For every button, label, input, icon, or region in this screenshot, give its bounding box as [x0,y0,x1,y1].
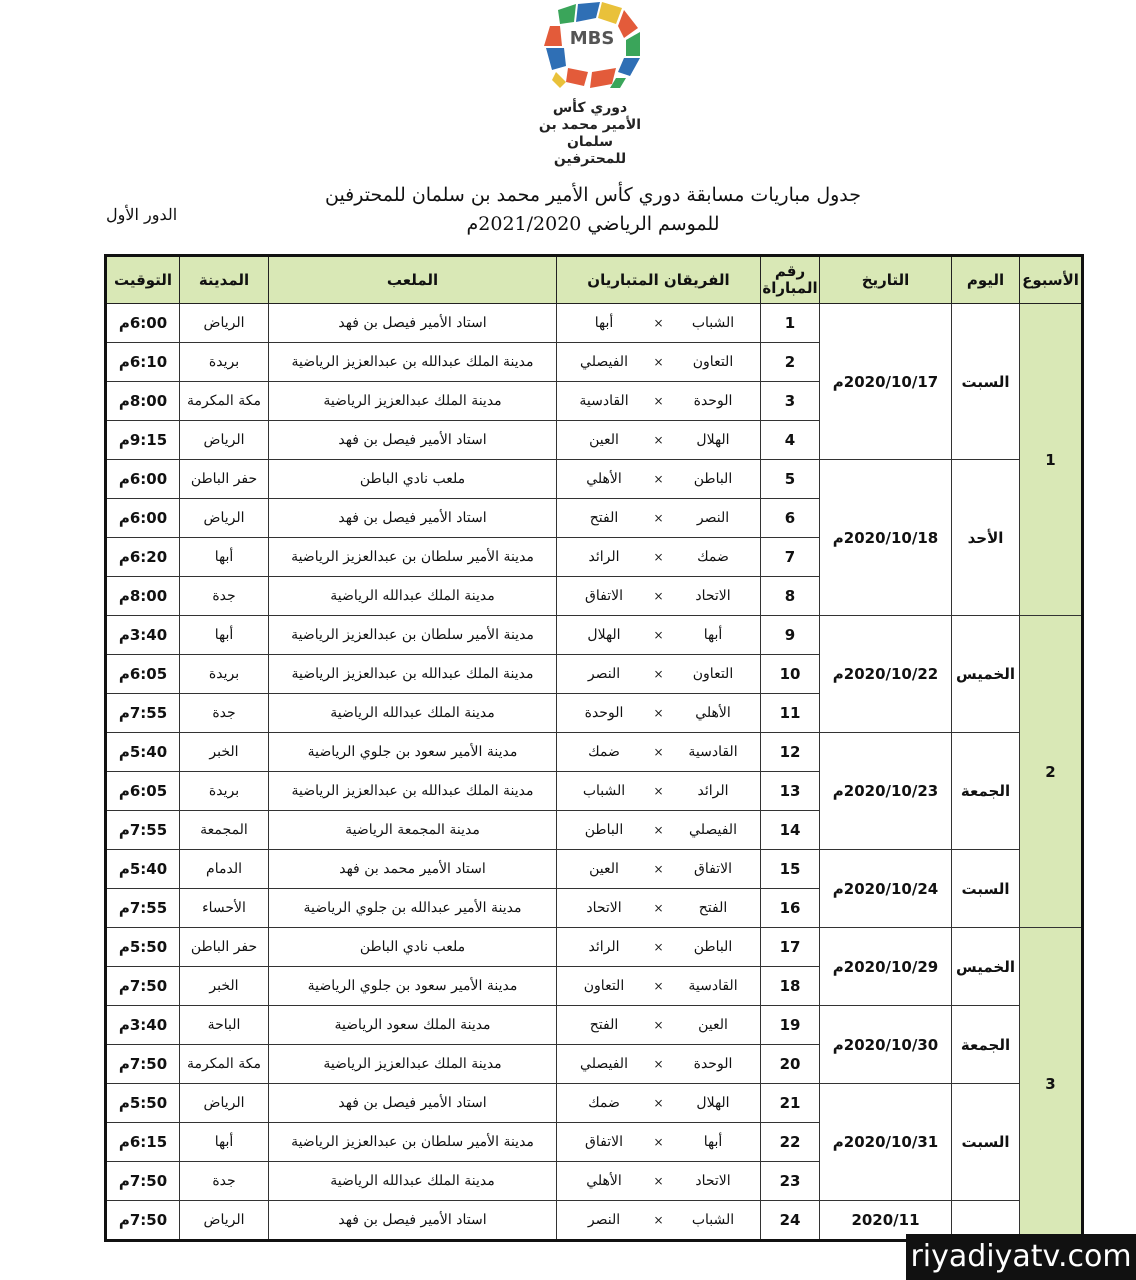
match-number: 4 [761,421,820,460]
match-day: الأحد [952,460,1020,616]
col-teams: الفريقان المتباريان [557,256,761,304]
match-teams [557,655,761,694]
match-stadium: مدينة الملك عبدالله الرياضية [269,577,557,616]
home-team: الاتحاد [695,588,731,604]
versus-mark: × [653,784,664,798]
match-time: 7:55م [106,811,180,850]
home-team: الرائد [697,783,729,799]
match-stadium: مدينة الأمير سلطان بن عبدالعزيز الرياضية [269,538,557,577]
match-number: 23 [761,1162,820,1201]
logo-line-3: للمحترفين [553,151,627,167]
match-teams [557,850,761,889]
versus-mark: × [653,1018,664,1032]
versus-mark: × [653,1135,664,1149]
document-subtitle: للموسم الرياضي 2021/2020م [466,213,720,235]
match-number: 20 [761,1045,820,1084]
versus-mark: × [653,1057,664,1071]
away-team: الاتفاق [585,588,623,604]
match-stadium: مدينة الأمير سلطان بن عبدالعزيز الرياضية [269,616,557,655]
home-team: الفتح [698,900,728,916]
teams-pair [565,1095,752,1111]
away-team: الرائد [588,549,620,565]
match-teams [557,1006,761,1045]
match-stadium: مدينة الملك عبدالله بن عبدالعزيز الرياضية [269,655,557,694]
teams-pair [565,666,752,682]
away-team: الاتحاد [586,900,622,916]
match-number: 3 [761,382,820,421]
match-time: 7:50م [106,1201,180,1241]
match-teams [557,343,761,382]
home-team: النصر [696,510,730,526]
match-number: 13 [761,772,820,811]
match-stadium: استاد الأمير محمد بن فهد [269,850,557,889]
match-number: 1 [761,304,820,343]
match-day: السبت [952,304,1020,460]
match-teams [557,1201,761,1241]
away-team: الرائد [588,939,620,955]
match-time: 6:00م [106,499,180,538]
match-time: 5:50م [106,1084,180,1123]
home-team: الاتفاق [694,861,732,877]
match-number: 6 [761,499,820,538]
home-team: الوحدة [693,1056,733,1072]
away-team: الأهلي [586,471,622,487]
match-city: المجمعة [180,811,269,850]
col-day: اليوم [952,256,1020,304]
home-team: العين [698,1017,728,1033]
round-label: الدور الأول [106,205,178,224]
match-number: 16 [761,889,820,928]
league-logo [520,0,660,170]
table-row [106,460,1083,499]
versus-mark: × [653,511,664,525]
match-number: 24 [761,1201,820,1241]
match-date: 2020/10/23م [820,733,952,850]
away-team: الفيصلي [580,1056,628,1072]
match-time: 5:40م [106,733,180,772]
match-date: 2020/11 [820,1201,952,1241]
match-number: 11 [761,694,820,733]
home-team: الباطن [693,939,733,955]
away-team: الوحدة [584,705,624,721]
teams-pair [565,939,752,955]
versus-mark: × [653,1096,664,1110]
match-time: 3:40م [106,616,180,655]
away-team: الشباب [582,783,626,799]
match-day: الخميس [952,616,1020,733]
versus-mark: × [653,745,664,759]
match-stadium: استاد الأمير فيصل بن فهد [269,499,557,538]
match-date: 2020/10/29م [820,928,952,1006]
teams-pair [565,510,752,526]
match-date: 2020/10/24م [820,850,952,928]
match-date: 2020/10/18م [820,460,952,616]
teams-pair [565,627,752,643]
match-teams [557,460,761,499]
away-team: الأهلي [586,1173,622,1189]
versus-mark: × [653,550,664,564]
home-team: الهلال [696,432,730,448]
away-team: الباطن [584,822,624,838]
versus-mark: × [653,433,664,447]
home-team: الهلال [696,1095,730,1111]
match-time: 6:20م [106,538,180,577]
match-stadium: مدينة المجمعة الرياضية [269,811,557,850]
match-teams [557,928,761,967]
versus-mark: × [653,667,664,681]
home-team: الباطن [693,471,733,487]
match-stadium: ملعب نادي الباطن [269,928,557,967]
match-city: الرياض [180,1201,269,1241]
table-row [106,928,1083,967]
match-city: حفر الباطن [180,928,269,967]
match-city: الدمام [180,850,269,889]
match-number: 10 [761,655,820,694]
home-team: ضمك [697,549,729,565]
match-city: الخبر [180,733,269,772]
match-time: 6:00م [106,304,180,343]
match-teams [557,499,761,538]
away-team: الهلال [587,627,621,643]
match-city: بريدة [180,655,269,694]
match-city: بريدة [180,772,269,811]
away-team: القادسية [579,393,629,409]
col-week: الأسبوع [1020,256,1083,304]
logo-badge-text: MBS [569,28,615,49]
match-city: الرياض [180,1084,269,1123]
table-row [106,616,1083,655]
match-day: السبت [952,1084,1020,1201]
match-city: مكة المكرمة [180,382,269,421]
match-date: 2020/10/31م [820,1084,952,1201]
versus-mark: × [653,979,664,993]
col-stadium: الملعب [269,256,557,304]
match-stadium: مدينة الملك عبدالعزيز الرياضية [269,1045,557,1084]
away-team: الاتفاق [585,1134,623,1150]
home-team: الأهلي [695,705,731,721]
match-city: أبها [180,616,269,655]
match-teams [557,1045,761,1084]
teams-pair [565,822,752,838]
match-teams [557,811,761,850]
match-stadium: مدينة الأمير سعود بن جلوي الرياضية [269,967,557,1006]
match-city: مكة المكرمة [180,1045,269,1084]
match-stadium: مدينة الأمير عبدالله بن جلوي الرياضية [269,889,557,928]
versus-mark: × [653,940,664,954]
match-stadium: مدينة الملك عبدالله الرياضية [269,1162,557,1201]
teams-pair [565,1056,752,1072]
match-city: حفر الباطن [180,460,269,499]
versus-mark: × [653,706,664,720]
teams-pair [565,1134,752,1150]
match-teams [557,616,761,655]
match-teams [557,1162,761,1201]
table-row [106,733,1083,772]
versus-mark: × [653,589,664,603]
week-number: 1 [1020,304,1083,616]
match-number: 22 [761,1123,820,1162]
match-day: الجمعة [952,1006,1020,1084]
match-date: 2020/10/22م [820,616,952,733]
match-number: 15 [761,850,820,889]
table-row [106,304,1083,343]
away-team: التعاون [583,978,625,994]
match-stadium: مدينة الملك عبدالله بن عبدالعزيز الرياضية [269,772,557,811]
teams-pair [565,900,752,916]
teams-pair [565,315,752,331]
home-team: أبها [703,1134,723,1150]
match-number: 2 [761,343,820,382]
match-teams [557,967,761,1006]
teams-pair [565,588,752,604]
match-city: أبها [180,538,269,577]
match-number: 21 [761,1084,820,1123]
week-number: 3 [1020,928,1083,1241]
match-time: 7:50م [106,1162,180,1201]
teams-pair [565,1017,752,1033]
match-time: 7:55م [106,889,180,928]
match-time: 7:50م [106,1045,180,1084]
table-row [106,1006,1083,1045]
home-team: الفيصلي [689,822,737,838]
versus-mark: × [653,1174,664,1188]
versus-mark: × [653,355,664,369]
match-city: الرياض [180,304,269,343]
versus-mark: × [653,901,664,915]
match-time: 9:15م [106,421,180,460]
teams-pair [565,978,752,994]
table-row [106,1084,1083,1123]
col-city: المدينة [180,256,269,304]
schedule-body [106,304,1083,1241]
match-teams [557,304,761,343]
match-city: جدة [180,1162,269,1201]
match-teams [557,772,761,811]
match-city: الخبر [180,967,269,1006]
away-team: ضمك [588,1095,620,1111]
home-team: التعاون [692,666,734,682]
teams-pair [565,393,752,409]
home-team: الاتحاد [695,1173,731,1189]
teams-pair [565,1173,752,1189]
teams-pair [565,861,752,877]
col-match-no-line1: رقم [774,262,806,280]
match-time: 6:10م [106,343,180,382]
match-stadium: مدينة الملك سعود الرياضية [269,1006,557,1045]
logo-line-1: دوري كأس [552,100,628,116]
match-number: 12 [761,733,820,772]
match-time: 5:50م [106,928,180,967]
away-team: الفتح [589,510,619,526]
match-city: أبها [180,1123,269,1162]
match-teams [557,1084,761,1123]
logo-line-2: الأمير محمد بن سلمان [538,117,642,150]
teams-pair [565,705,752,721]
home-team: القادسية [688,978,738,994]
match-time: 3:40م [106,1006,180,1045]
home-team: الشباب [691,1212,735,1228]
match-number: 7 [761,538,820,577]
match-stadium: استاد الأمير فيصل بن فهد [269,304,557,343]
away-team: النصر [587,1212,621,1228]
match-number: 17 [761,928,820,967]
match-stadium: مدينة الأمير سلطان بن عبدالعزيز الرياضية [269,1123,557,1162]
teams-pair [565,783,752,799]
match-city: الباحة [180,1006,269,1045]
match-stadium: استاد الأمير فيصل بن فهد [269,421,557,460]
match-city: الرياض [180,499,269,538]
match-number: 8 [761,577,820,616]
match-city: الأحساء [180,889,269,928]
match-day: الخميس [952,928,1020,1006]
match-time: 7:50م [106,967,180,1006]
match-time: 6:00م [106,460,180,499]
versus-mark: × [653,862,664,876]
match-time: 6:15م [106,1123,180,1162]
match-teams [557,889,761,928]
away-team: العين [589,432,619,448]
col-time: التوقيت [106,256,180,304]
match-city: جدة [180,577,269,616]
away-team: الفتح [589,1017,619,1033]
match-stadium: استاد الأمير فيصل بن فهد [269,1084,557,1123]
teams-pair [565,432,752,448]
match-stadium: مدينة الملك عبدالعزيز الرياضية [269,382,557,421]
match-time: 8:00م [106,382,180,421]
away-team: ضمك [588,744,620,760]
col-match-no [761,256,820,304]
teams-pair [565,744,752,760]
teams-pair [565,471,752,487]
match-teams [557,733,761,772]
match-stadium: مدينة الأمير سعود بن جلوي الرياضية [269,733,557,772]
match-number: 14 [761,811,820,850]
match-city: الرياض [180,421,269,460]
home-team: أبها [703,627,723,643]
match-number: 9 [761,616,820,655]
match-day: السبت [952,850,1020,928]
site-watermark: riyadiyatv.com [906,1234,1136,1280]
match-teams [557,382,761,421]
match-city: جدة [180,694,269,733]
week-number: 2 [1020,616,1083,928]
col-date: التاريخ [820,256,952,304]
match-day: الجمعة [952,733,1020,850]
versus-mark: × [653,823,664,837]
match-stadium: مدينة الملك عبدالله الرياضية [269,694,557,733]
home-team: التعاون [692,354,734,370]
table-header-row [106,256,1083,304]
versus-mark: × [653,394,664,408]
schedule-table [104,254,1084,1242]
home-team: الشباب [691,315,735,331]
versus-mark: × [653,1213,664,1227]
teams-pair [565,354,752,370]
mbs-emblem-icon [530,0,650,100]
away-team: العين [589,861,619,877]
versus-mark: × [653,628,664,642]
match-teams [557,421,761,460]
versus-mark: × [653,316,664,330]
versus-mark: × [653,472,664,486]
home-team: القادسية [688,744,738,760]
match-teams [557,577,761,616]
match-time: 5:40م [106,850,180,889]
match-teams [557,538,761,577]
match-teams [557,694,761,733]
home-team: الوحدة [693,393,733,409]
match-number: 5 [761,460,820,499]
away-team: أبها [594,315,614,331]
table-row [106,850,1083,889]
match-number: 19 [761,1006,820,1045]
col-match-no-line2: المباراة [762,279,818,297]
match-city: بريدة [180,343,269,382]
document-title: جدول مباريات مسابقة دوري كأس الأمير محمد بن سلمان للمحترفين [324,184,862,206]
match-time: 6:05م [106,655,180,694]
match-time: 6:05م [106,772,180,811]
match-stadium: مدينة الملك عبدالله بن عبدالعزيز الرياضية [269,343,557,382]
match-stadium: استاد الأمير فيصل بن فهد [269,1201,557,1241]
away-team: النصر [587,666,621,682]
teams-pair [565,549,752,565]
away-team: الفيصلي [580,354,628,370]
match-number: 18 [761,967,820,1006]
teams-pair [565,1212,752,1228]
match-time: 7:55م [106,694,180,733]
match-stadium: ملعب نادي الباطن [269,460,557,499]
match-time: 8:00م [106,577,180,616]
match-teams [557,1123,761,1162]
match-date: 2020/10/17م [820,304,952,460]
match-date: 2020/10/30م [820,1006,952,1084]
